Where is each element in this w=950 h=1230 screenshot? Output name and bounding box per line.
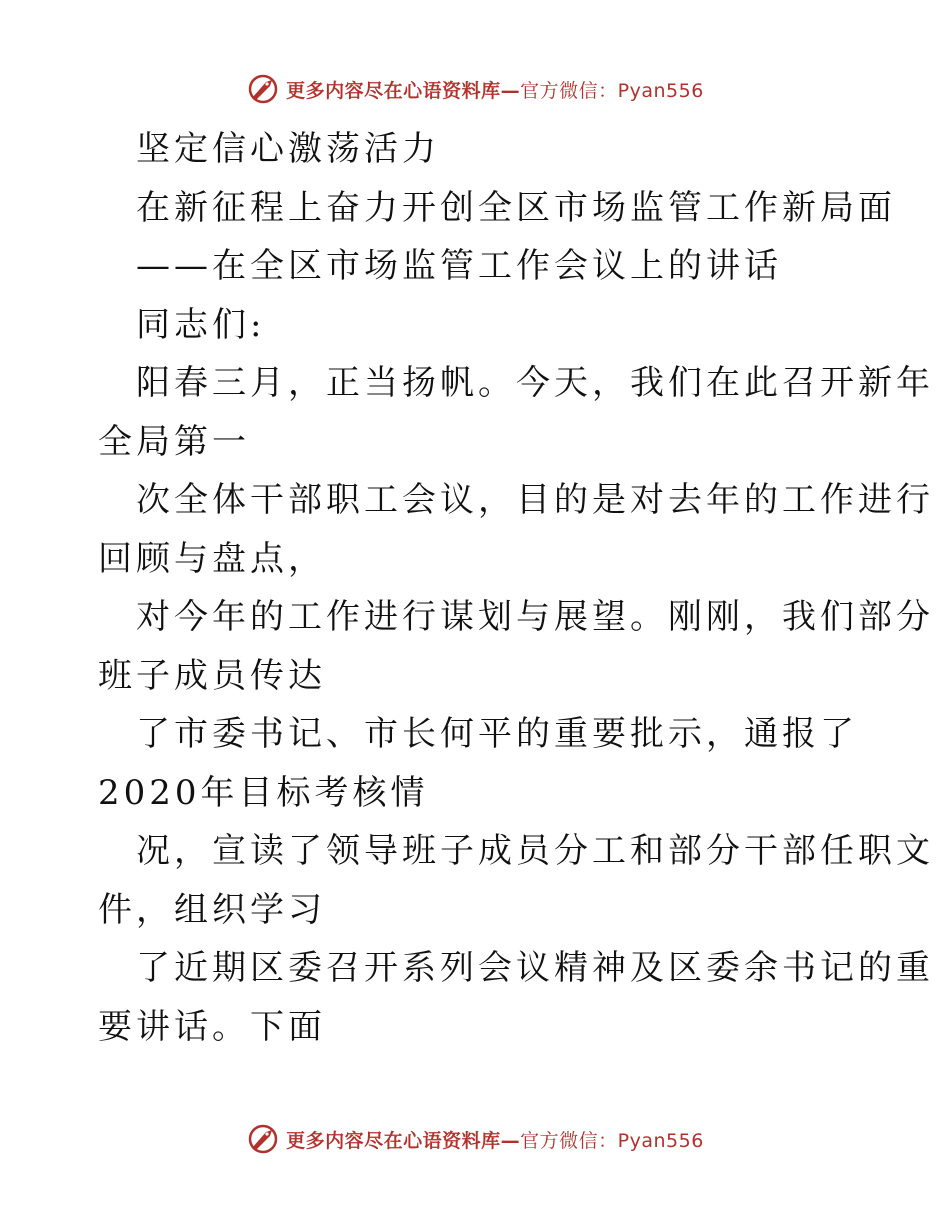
speech-title: 坚定信心激荡活力 — [136, 129, 440, 169]
speech-subtitle: 在新征程上奋力开创全区市场监管工作新局面 — [136, 187, 896, 228]
text-line: 件，组织学习 — [98, 889, 326, 930]
text-line: 阳春三月，正当扬帆。今天，我们在此召开新年 — [136, 363, 934, 403]
footer-watermark — [0, 1122, 950, 1156]
salutation: 同志们: — [136, 304, 266, 345]
text-line: 了近期区委召开系列会议精神及区委余书记的重 — [136, 948, 934, 988]
header-watermark — [0, 72, 950, 106]
text-line: 要讲话。下面 — [98, 1006, 326, 1047]
text-line: 2020年目标考核情 — [98, 772, 429, 813]
watermark-text: 更多内容尽在心语资料库—官方微信：Pyan556 — [286, 1129, 704, 1152]
text-line: 班子成员传达 — [98, 655, 326, 696]
text-line: 全局第一 — [98, 421, 250, 462]
text-line: 回顾与盘点， — [98, 538, 326, 579]
speech-occasion: ——在全区市场监管工作会议上的讲话 — [136, 246, 782, 286]
text-line: 对今年的工作进行谋划与展望。刚刚，我们部分 — [136, 597, 934, 637]
watermark-text: 更多内容尽在心语资料库—官方微信：Pyan556 — [286, 79, 704, 102]
text-line: 况，宣读了领导班子成员分工和部分干部任职文 — [136, 831, 934, 871]
pen-nib-logo-icon — [246, 72, 280, 106]
text-line: 了市委书记、市长何平的重要批示，通报了 — [136, 714, 858, 754]
text-line: 次全体干部职工会议，目的是对去年的工作进行 — [136, 480, 934, 520]
pen-nib-logo-icon — [246, 1122, 280, 1156]
document-body — [98, 120, 934, 1056]
